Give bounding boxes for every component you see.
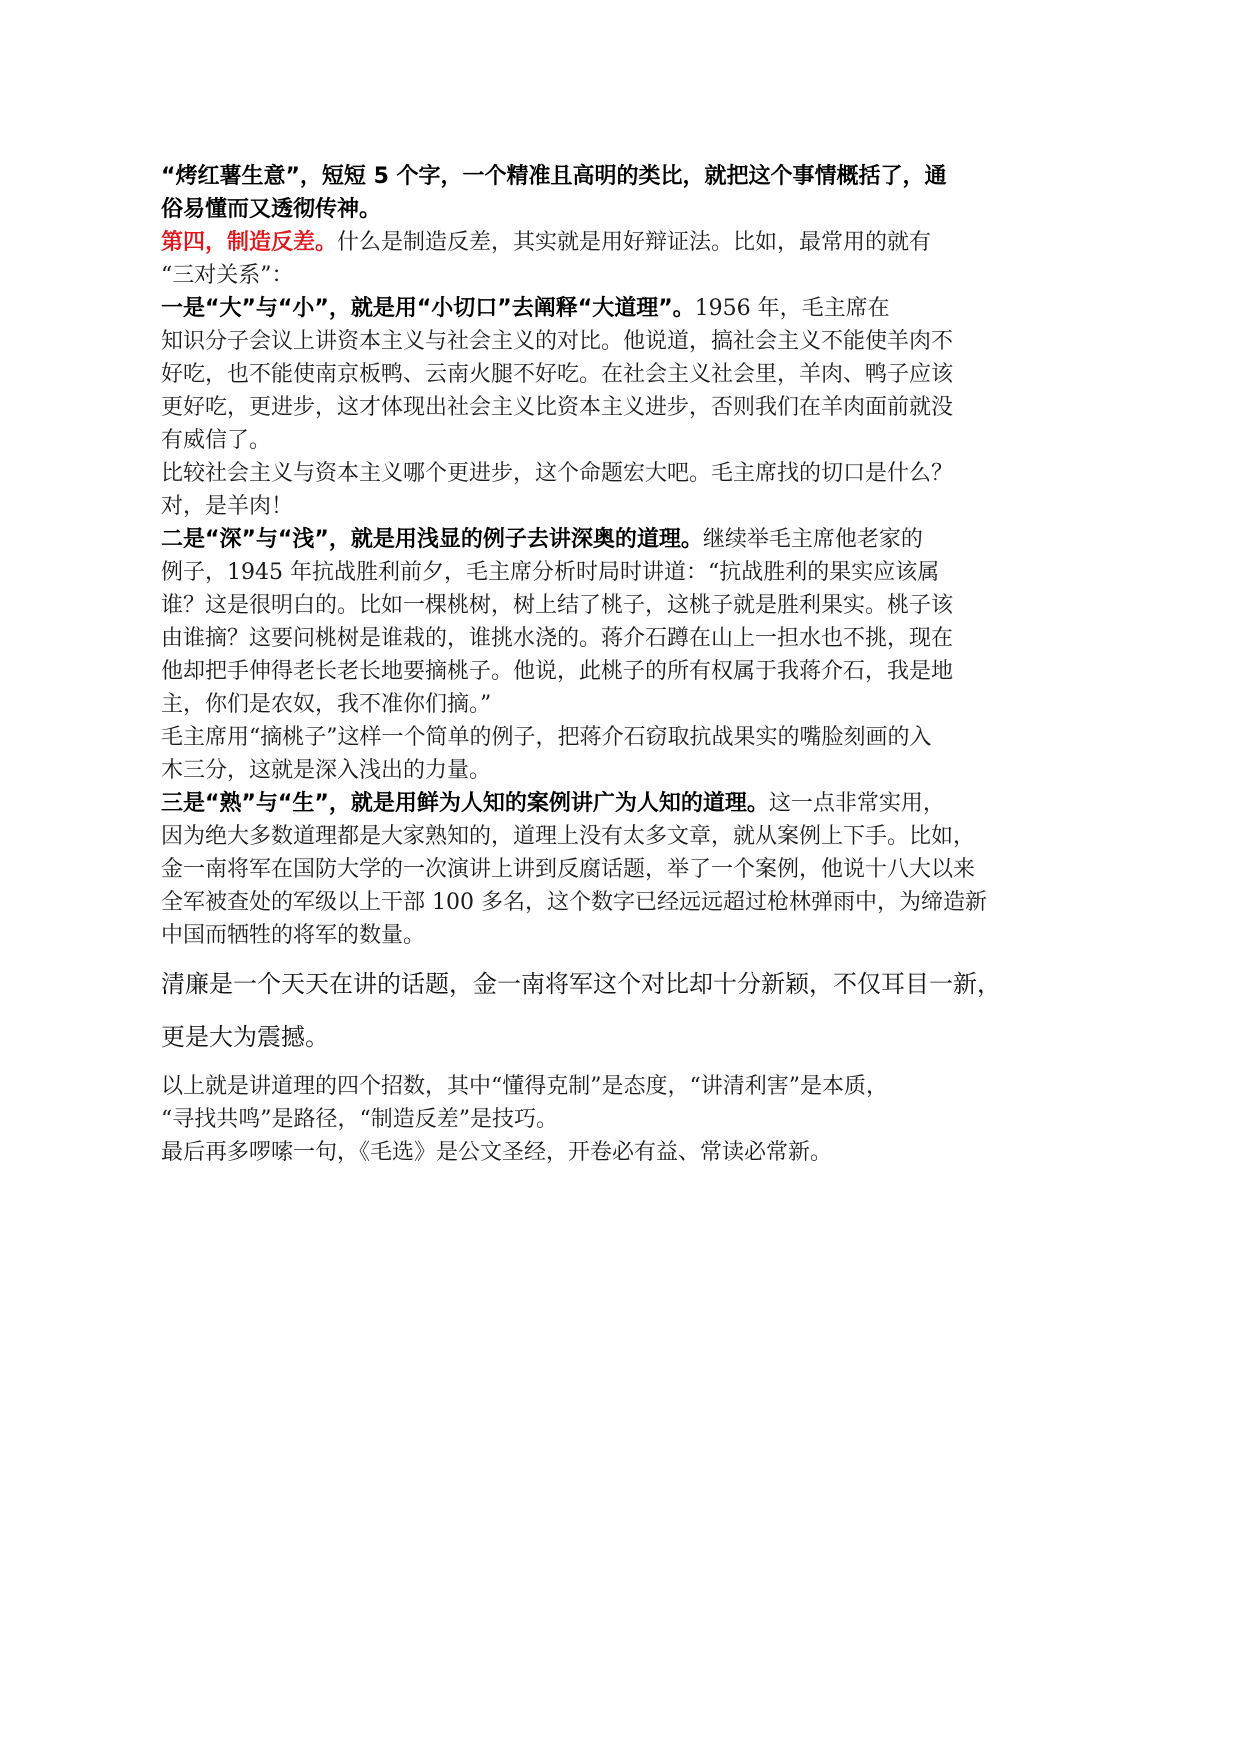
text-line: 俗易懂而又透彻传神。 <box>161 197 382 222</box>
text-line: 知识分子会议上讲资本主义与社会主义的对比。他说道，搞社会主义不能使羊肉不 <box>161 329 954 354</box>
text-line: 对，是羊肉！ <box>161 494 294 519</box>
bold-lead: 二是“深”与“浅”，就是用浅显的例子去讲深奥的道理。 <box>161 527 703 552</box>
text-line: 例子，1945 年抗战胜利前夕，毛主席分析时局时讲道：“抗战胜利的果实应该属 <box>161 560 940 585</box>
text-line: 毛主席用“摘桃子”这样一个简单的例子，把蒋介石窃取抗战果实的嘴脸刻画的入 <box>161 725 932 750</box>
text-line: 清廉是一个天天在讲的话题，金一南将军这个对比却十分新颖，不仅耳目一新， <box>161 970 1001 998</box>
text-line: 金一南将军在国防大学的一次演讲上讲到反腐话题，举了一个案例，他说十八大以来 <box>161 857 976 882</box>
text-line: 谁？这是很明白的。比如一棵桃树，树上结了桃子，这桃子就是胜利果实。桃子该 <box>161 593 954 618</box>
text-line: 全军被查处的军级以上干部 100 多名，这个数字已经远远超过枪林弹雨中，为缔造新 <box>161 890 987 915</box>
text-line: 好吃，也不能使南京板鸭、云南火腿不好吃。在社会主义社会里，羊肉、鸭子应该 <box>161 362 954 387</box>
text-span: 继续举毛主席他老家的 <box>702 527 923 552</box>
spacer <box>161 1054 1101 1070</box>
text-line: 中国而牺牲的将军的数量。 <box>161 923 426 948</box>
text-span: 什么是制造反差，其实就是用好辩证法。比如，最常用的就有 <box>337 230 932 255</box>
bold-lead: 三是“熟”与“生”，就是用鲜为人知的案例讲广为人知的道理。 <box>161 791 769 816</box>
section-heading: 第四，制造反差。 <box>161 230 338 255</box>
text-span: 这一点非常实用， <box>768 791 945 816</box>
text-line: 由谁摘？这要问桃树是谁栽的，谁挑水浇的。蒋介石蹲在山上一担水也不挑，现在 <box>161 626 954 651</box>
text-line: 更好吃，更进步，这才体现出社会主义比资本主义进步，否则我们在羊肉面前就没 <box>161 395 954 420</box>
text-line: “三对关系”： <box>161 263 294 288</box>
text-line <box>161 787 1101 820</box>
text-line <box>161 523 1101 556</box>
spacer <box>161 1001 1101 1021</box>
text-line: 比较社会主义与资本主义哪个更进步，这个命题宏大吧。毛主席找的切口是什么？ <box>161 461 954 486</box>
text-line: 最后再多啰嗦一句，《毛选》是公文圣经，开卷必有益、常读必常新。 <box>161 1140 833 1165</box>
document-body <box>161 160 1101 1169</box>
text-span: 1956 年，毛主席在 <box>694 296 890 321</box>
text-line: “寻找共鸣”是路径，“制造反差”是技巧。 <box>161 1107 558 1132</box>
text-line: 他却把手伸得老长老长地要摘桃子。他说，此桃子的所有权属于我蒋介石，我是地 <box>161 659 954 684</box>
spacer <box>161 952 1101 968</box>
text-line: 主，你们是农奴，我不准你们摘。” <box>161 692 492 717</box>
bold-lead: 一是“大”与“小”，就是用“小切口”去阐释“大道理”。 <box>161 296 695 321</box>
text-line: “烤红薯生意”，短短 5 个字，一个精准且高明的类比，就把这个事情概括了，通 <box>161 164 947 189</box>
text-line: 因为绝大多数道理都是大家熟知的，道理上没有太多文章，就从案例上下手。比如， <box>161 824 976 849</box>
text-line <box>161 226 1101 259</box>
text-line: 以上就是讲道理的四个招数，其中“懂得克制”是态度，“讲清利害”是本质， <box>161 1074 888 1099</box>
text-line: 木三分，这就是深入浅出的力量。 <box>161 758 492 783</box>
text-line: 更是大为震撼。 <box>161 1023 329 1051</box>
text-line: 有威信了。 <box>161 428 272 453</box>
text-line <box>161 292 1101 325</box>
